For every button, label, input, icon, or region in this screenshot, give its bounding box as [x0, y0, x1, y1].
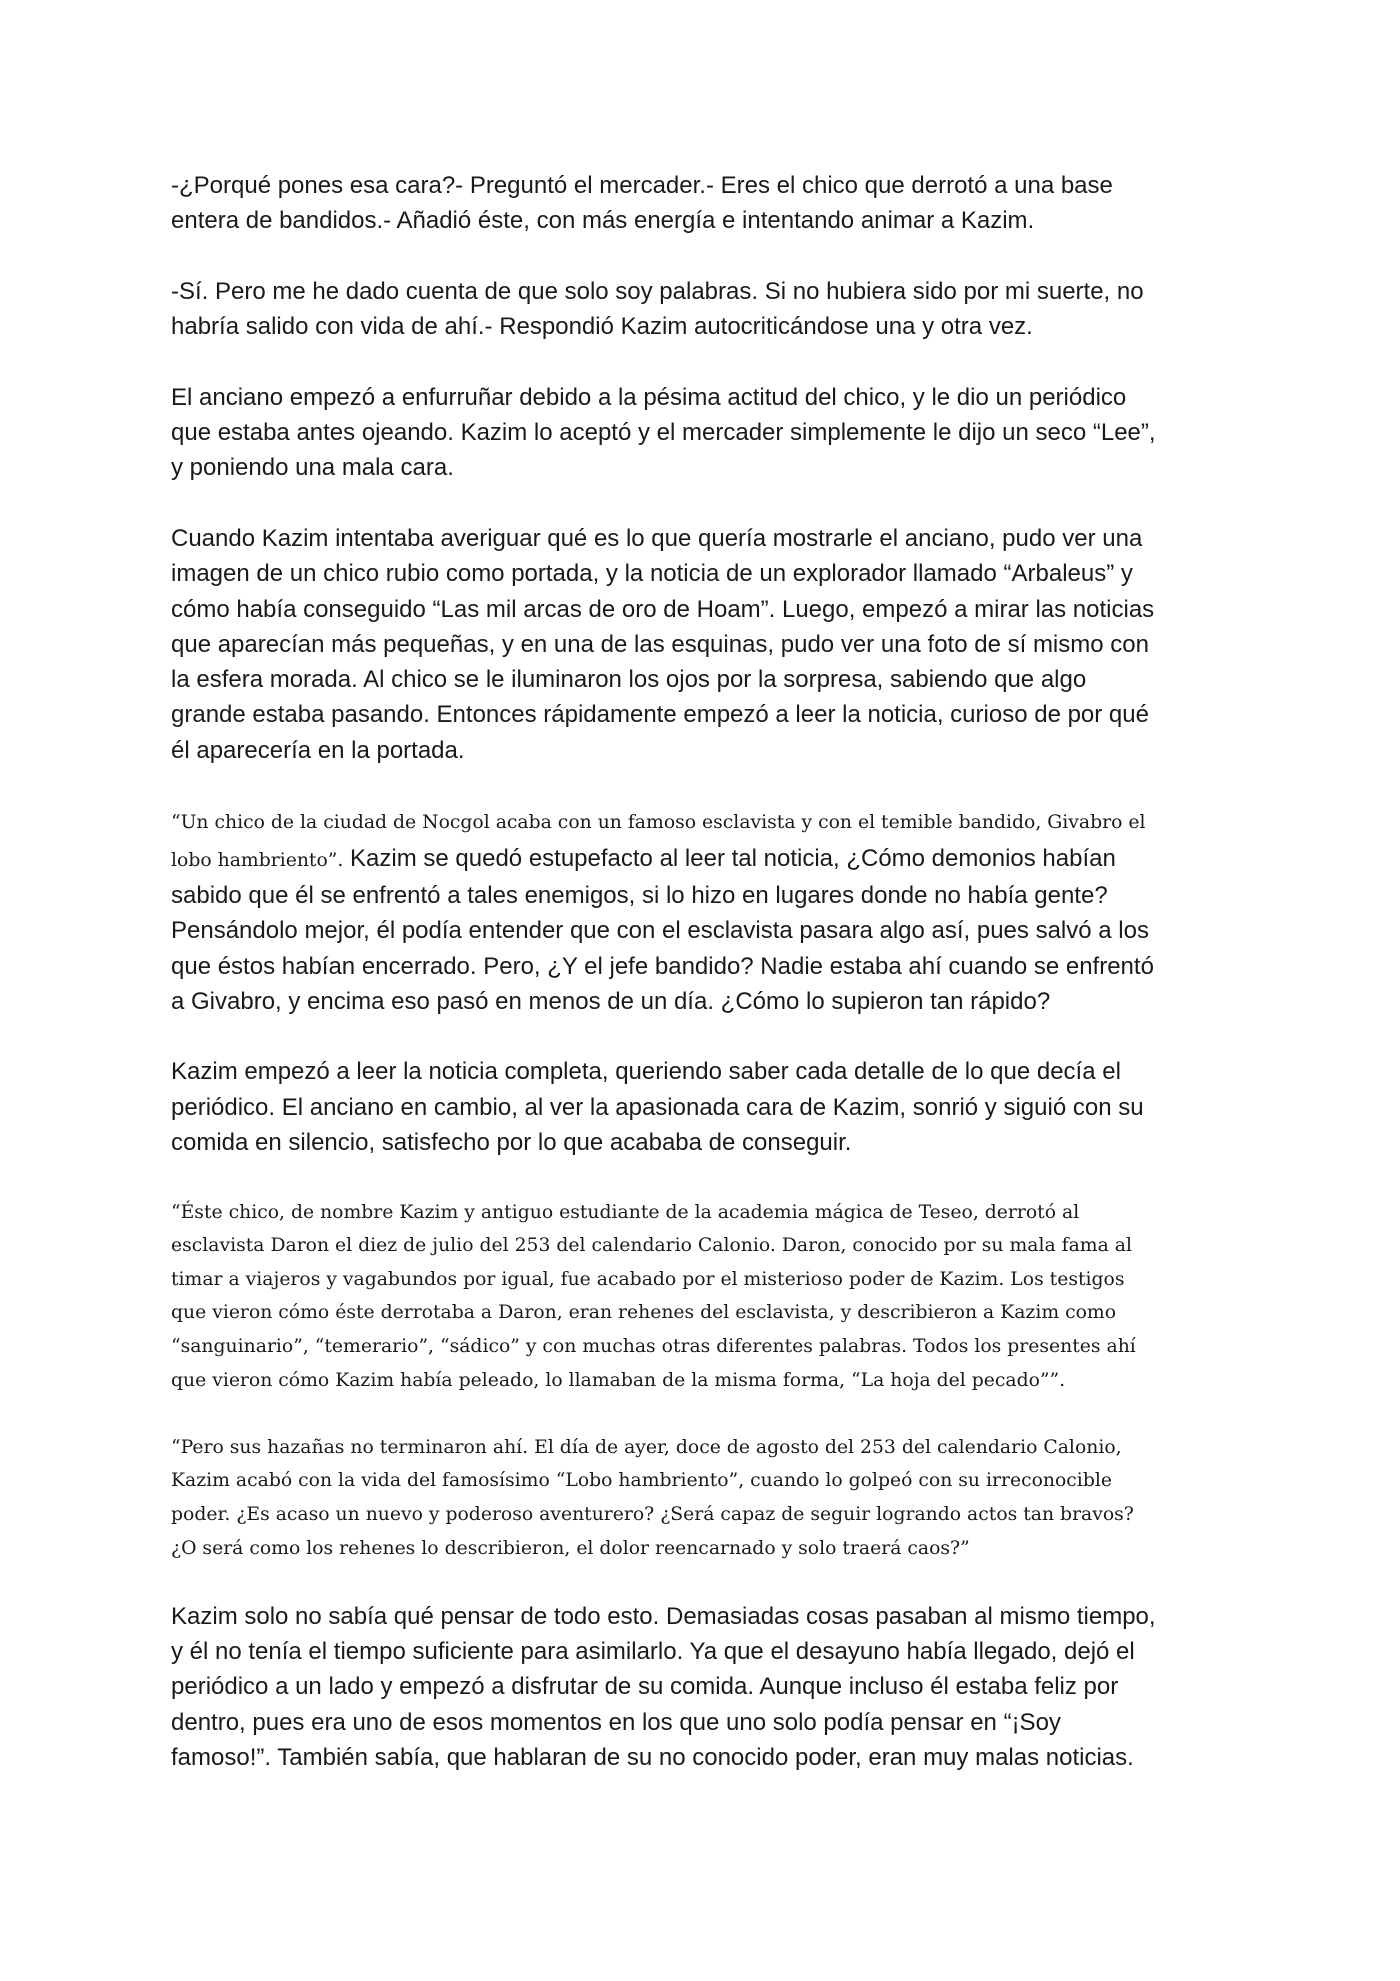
- paragraph-3: El anciano empezó a enfurruñar debido a la pésima actitud del chico, y le dio un periódico que estaba antes ojeando. Kazim lo aceptó y el mercader simplemente le dijo un seco “Lee”, y poniendo una mala cara.: [171, 383, 1156, 482]
- paragraph-5-text: Kazim se quedó estupefacto al leer tal noticia, ¿Cómo demonios habían sabido que él se enfrentó a tales enemigos, si lo hizo en lugares donde no había gente? Pensándolo mejor, él podía entender que con el esclavista pasara algo así, pues salvó a los que éstos habían encerrado. Pero, ¿Y el jefe bandido? Nadie estaba ahí cuando se enfrentó a Givabro, y encima eso pasó en menos de un día. ¿Cómo lo supieron tan rápido?: [171, 844, 1154, 1015]
- newspaper-headline-quote: “Un chico de la ciudad de Nocgol acaba con un famoso esclavista y con el temible bandido, Givabro el lobo hambriento”.: [171, 812, 1146, 871]
- paragraph-9: Kazim solo no sabía qué pensar de todo esto. Demasiadas cosas pasaban al mismo tiempo, y él no tenía el tiempo suficiente para asimilarlo. Ya que el desayuno había llegado, dejó el periódico a un lado y empezó a disfrutar de su comida. Aunque incluso él estaba feliz por dentro, pues era uno de esos momentos en los que uno solo podía pensar en “¡Soy famoso!”. También sabía, que hablaran de su no conocido poder, eran muy malas noticias.: [171, 1602, 1156, 1771]
- paragraph-5: [171, 803, 1239, 1019]
- document-page: [171, 168, 1239, 1775]
- paragraph-2: -Sí. Pero me he dado cuenta de que solo soy palabras. Si no hubiera sido por mi suerte, no habría salido con vida de ahí.- Respondió Kazim autocriticándose una y otra vez.: [171, 277, 1144, 341]
- paragraph-6: Kazim empezó a leer la noticia completa, queriendo saber cada detalle de lo que decía el periódico. El anciano en cambio, al ver la apasionada cara de Kazim, sonrió y siguió con su comida en silencio, satisfecho por lo que acababa de conseguir.: [171, 1058, 1144, 1157]
- paragraph-1: -¿Porqué pones esa cara?- Preguntó el mercader.- Eres el chico que derrotó a una base entera de bandidos.- Añadió éste, con más energía e intentando animar a Kazim.: [171, 172, 1113, 235]
- paragraph-4: Cuando Kazim intentaba averiguar qué es lo que quería mostrarle el anciano, pudo ver una imagen de un chico rubio como portada, y la noticia de un explorador llamado “Arbaleus” y cómo había conseguido “Las mil arcas de oro de Hoam”. Luego, empezó a mirar las noticias que aparecían más pequeñas, y en una de las esquinas, pudo ver una foto de sí mismo con la esfera morada. Al chico se le iluminaron los ojos por la sorpresa, sabiendo que algo grande estaba pasando. Entonces rápidamente empezó a leer la noticia, curioso de por qué él aparecería en la portada.: [171, 524, 1155, 764]
- newspaper-article-part-2: “Pero sus hazañas no terminaron ahí. El día de ayer, doce de agosto del 253 del calendario Calonio, Kazim acabó con la vida del famosísimo “Lobo hambriento”, cuando lo golpeó con su irreconocible poder. ¿Es acaso un nuevo y poderoso aventurero? ¿Será capaz de seguir logrando actos tan bravos? ¿O será como los rehenes lo describieron, el dolor reencarnado y solo traerá caos?”: [171, 1436, 1134, 1559]
- newspaper-article-part-1: “Éste chico, de nombre Kazim y antiguo estudiante de la academia mágica de Teseo, derrotó al esclavista Daron el diez de julio del 253 del calendario Calonio. Daron, conocido por su mala fama al timar a viajeros y vagabundos por igual, fue acabado por el misterioso poder de Kazim. Los testigos que vieron cómo éste derrotaba a Daron, eran rehenes del esclavista, y describieron a Kazim como “sanguinario”, “temerario”, “sádico” y con muchas otras diferentes palabras. Todos los presentes ahí que vieron cómo Kazim había peleado, lo llamaban de la misma forma, “La hoja del pecado””.: [171, 1201, 1136, 1391]
